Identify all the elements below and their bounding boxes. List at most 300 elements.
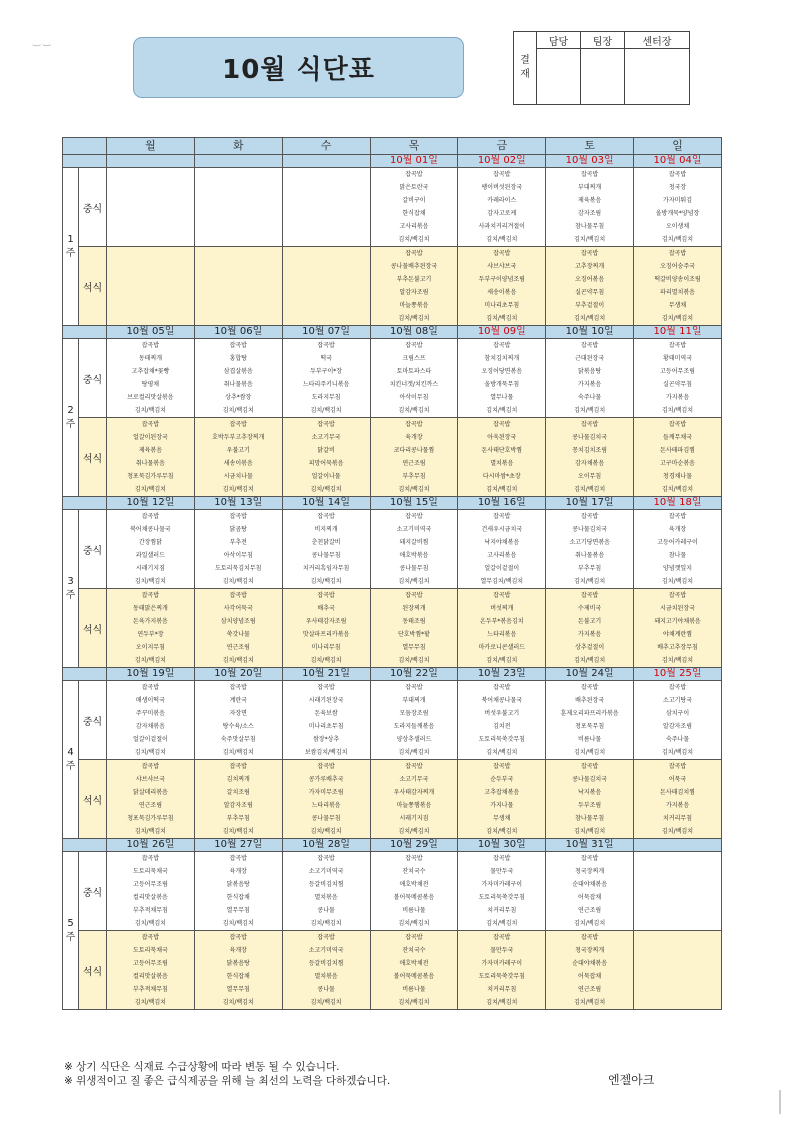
menu-item: 잡곡밥 [405,855,423,862]
menu-item-list [107,681,194,759]
menu-cell-dinner [634,589,722,668]
menu-cell-dinner [282,760,370,839]
menu-item: 김치/백김치 [398,749,430,756]
menu-item-list [371,760,458,838]
approval-header-manager: 담당 [537,32,581,49]
menu-item: 열무나물 [490,394,514,401]
menu-item: 낙지볶음 [578,789,602,796]
menu-item: 잡곡밥 [580,342,599,349]
menu-cell-dinner [634,760,722,839]
menu-item-list [195,339,282,417]
menu-cell-lunch [107,681,195,760]
menu-item: 볼어묵메콤볶음 [393,973,435,980]
menu-item: 김치/백김치 [662,236,694,243]
approval-signature-director[interactable] [625,49,690,105]
menu-item: 황태미역국 [663,355,693,362]
menu-item: 잡곡밥 [405,342,423,349]
menu-cell-dinner [634,418,722,497]
menu-item-list [458,168,545,246]
menu-item-list [107,510,194,588]
menu-item-list [371,589,458,667]
menu-item: 잡곡밥 [668,592,687,599]
day-header: 목 [370,138,458,155]
menu-item: 올방개묵*양념장 [655,210,700,217]
menu-item: 부추적채무침 [133,907,168,914]
menu-item: 김치/백김치 [662,749,694,756]
menu-item: 잡곡밥 [229,684,247,691]
menu-cell-lunch [370,339,458,418]
menu-item-list [371,247,458,325]
menu-cell-dinner [107,247,195,326]
meal-label-lunch: 중식 [79,339,107,418]
menu-item: 연근조림 [138,802,163,809]
menu-item: 잡곡밥 [317,513,335,520]
menu-item: 김치/백김치 [574,236,606,243]
menu-cell-lunch [634,510,722,589]
menu-item: 가지볶음 [578,631,602,638]
approval-box [513,31,690,105]
menu-item: 무생채 [668,302,687,309]
menu-item: 잡곡밥 [405,763,423,770]
menu-item: 잡곡밥 [141,513,160,520]
menu-cell-lunch [282,339,370,418]
menu-item: 애호박채전 [399,881,429,888]
menu-item: 한식잡채 [402,210,426,217]
menu-item: 잡곡밥 [229,855,247,862]
menu-item: 김치/백김치 [222,749,254,756]
menu-item: 김치/백김치 [486,920,518,927]
menu-cell-dinner [194,247,282,326]
menu-item: 김치/백김치 [486,236,518,243]
menu-item: 잡곡밥 [405,513,423,520]
menu-item: 잡곡밥 [317,592,335,599]
menu-item: 김치전 [493,723,511,730]
note-line: ※ 위생적이고 질 좋은 급식제공을 위해 늘 최선의 노력을 다하겠습니다. [64,1075,391,1087]
menu-item: 연근조림 [578,907,602,914]
dinner-row [63,760,722,839]
menu-item: 김치/백김치 [310,407,342,414]
menu-item: 가자미무조림 [308,789,344,796]
menu-item: 버섯찌개 [490,605,514,612]
menu-cell-lunch [546,168,634,247]
menu-item: 파리멸치볶음 [660,289,695,296]
menu-item: 동태조림 [402,618,426,625]
day-header: 토 [546,138,634,155]
menu-item: 배추국 [317,605,335,612]
menu-item: 김치/백김치 [398,315,430,322]
menu-item-list [546,589,633,667]
week-label: 2 주 [63,339,79,497]
menu-item: 김치/백김치 [310,920,342,927]
menu-item: 물만두국 [490,868,514,875]
menu-cell-lunch [370,510,458,589]
menu-cell-lunch [458,339,546,418]
menu-item: 잡곡밥 [141,421,160,428]
scan-mark-line [779,1090,781,1114]
menu-item: 샤브샤브국 [487,263,517,270]
menu-item: 호박두부고추장찌개 [212,434,265,441]
menu-item: 크림스프 [402,355,426,362]
menu-item: 연근조림 [226,644,250,651]
menu-item-list [546,510,633,588]
menu-cell-lunch [458,681,546,760]
menu-item: 마카로니콘샐러드 [478,644,525,651]
menu-item: 육개장 [229,947,247,954]
date-cell: 10월 18일 [634,497,722,510]
date-cell: 10월 12일 [107,497,195,510]
menu-item: 김치/백김치 [222,578,254,585]
date-cell: 10월 24일 [546,668,634,681]
menu-cell-dinner [282,418,370,497]
approval-signature-manager[interactable] [537,49,581,105]
menu-item: 잡곡밥 [493,934,511,941]
menu-item: 컬리맛살볶음 [133,894,168,901]
menu-item: 얼갈이겉절이 [133,736,168,743]
date-cell: 10월 23일 [458,668,546,681]
menu-item: 청포묵무침 [575,723,605,730]
menu-item-list [107,589,194,667]
menu-item: 상추겉절이 [575,644,605,651]
menu-item: 양상추샐러드 [396,736,432,743]
menu-item-list [371,168,458,246]
menu-item: 감자고로케 [487,210,517,217]
menu-item: 도토리묵채국 [133,868,168,875]
menu-cell-dinner [634,931,722,1010]
menu-item: 잡곡밥 [493,684,511,691]
menu-cell-dinner [546,418,634,497]
menu-item: 잡곡밥 [493,342,511,349]
menu-item: 김치/백김치 [574,578,606,585]
menu-item: 잡곡밥 [405,592,423,599]
menu-cell-dinner [458,247,546,326]
menu-item: 잡곡밥 [668,684,687,691]
menu-item: 순두부국 [490,776,514,783]
menu-item: 양념깻잎지 [663,565,693,572]
menu-item-list [195,852,282,930]
menu-item: 배추고추장무침 [657,644,698,651]
menu-item: 오징어숭주국 [660,263,695,270]
menu-item: 애호박채전 [399,960,429,967]
menu-item: 새송이볶음 [487,289,517,296]
meal-label-dinner: 석식 [79,247,107,326]
menu-item: 두부구이양념조림 [478,276,525,283]
menu-item: 잡곡밥 [229,342,247,349]
menu-item: 김치/백김치 [662,578,694,585]
meal-label-dinner: 석식 [79,931,107,1010]
menu-item: 부추전 [229,539,247,546]
menu-item: 비름나물 [402,907,426,914]
approval-signature-teamlead[interactable] [581,49,625,105]
menu-item-list [195,760,282,838]
menu-item: 시금치된장국 [660,605,695,612]
menu-item-list [283,418,370,496]
menu-item: 가자미카레구이 [481,881,523,888]
menu-item: 쌈장*상추 [313,736,340,743]
menu-item-list [195,931,282,1009]
menu-item-list [458,589,545,667]
menu-item: 김치/백김치 [398,999,430,1006]
menu-item: 야채계란찜 [663,631,693,638]
menu-cell-dinner [370,931,458,1010]
menu-item: 김치/백김치 [662,315,694,322]
menu-item-list [283,681,370,759]
date-cell: 10월 07일 [282,326,370,339]
menu-item-list [195,681,282,759]
menu-cell-dinner [546,931,634,1010]
lunch-row [63,510,722,589]
menu-item: 잡곡밥 [493,855,511,862]
day-header: 일 [634,138,722,155]
menu-item: 잡곡밥 [229,421,247,428]
menu-item: 계란국 [229,697,247,704]
menu-item: 잡곡밥 [493,763,511,770]
menu-item: 등갈비김치찜 [308,881,344,888]
menu-item: 새송이볶음 [223,460,253,467]
date-row-corner [63,839,107,852]
menu-item: 숙주나물 [665,736,690,743]
menu-item: 잡곡밥 [493,421,511,428]
menu-item: 김치/백김치 [574,486,606,493]
menu-item: 근대된장국 [575,355,605,362]
menu-item: 닭갈비 [317,447,335,454]
menu-item: 청국장찌개 [575,868,605,875]
menu-item: 김치/백김치 [662,486,694,493]
menu-item: 쑥갓나물 [226,631,250,638]
menu-item: 오징어볶음 [575,276,605,283]
menu-item: 잡곡밥 [229,513,247,520]
menu-item-list [634,418,721,496]
day-header: 금 [458,138,546,155]
menu-item: 김치/백김치 [222,486,254,493]
menu-item-list [634,339,721,417]
menu-cell-dinner [107,931,195,1010]
menu-item: 잡곡밥 [229,592,247,599]
menu-item: 돈육보쌈 [314,710,338,717]
menu-item: 소고기무국 [399,776,429,783]
day-header: 화 [194,138,282,155]
menu-cell-lunch [194,339,282,418]
menu-item-list [546,247,633,325]
menu-item: 김치/백김치 [310,828,342,835]
menu-item: 잡곡밥 [229,763,247,770]
menu-cell-dinner [282,931,370,1010]
menu-item: 잡곡밥 [493,592,511,599]
menu-item: 잡곡밥 [580,421,599,428]
menu-item: 아욱된장국 [487,434,517,441]
menu-item: 볼어묵메콤볶음 [393,894,435,901]
date-row-corner [63,155,107,168]
menu-item: 샤브샤브국 [135,776,165,783]
menu-item: 잡곡밥 [141,934,160,941]
menu-item: 오이지무침 [135,644,165,651]
menu-item: 비름나물 [402,986,426,993]
menu-item: 시래기지짐 [135,565,165,572]
menu-item-list [283,852,370,930]
menu-item: 도토리묵채국 [133,947,168,954]
menu-item: 잡곡밥 [141,342,160,349]
menu-item: 고사리볶음 [487,552,517,559]
meal-label-lunch: 중식 [79,681,107,760]
menu-cell-lunch [370,168,458,247]
menu-item: 잡곡밥 [580,855,599,862]
menu-item: 브로컬리맛살볶음 [127,394,174,401]
week-label: 3 주 [63,510,79,668]
menu-cell-dinner [107,589,195,668]
date-cell: 10월 04일 [634,155,722,168]
menu-item: 잡곡밥 [580,763,599,770]
menu-cell-lunch [546,681,634,760]
menu-item-list [283,931,370,1009]
menu-item: 잡곡밥 [405,934,423,941]
menu-item: 김치/백김치 [222,828,254,835]
corner-cell [63,138,107,155]
menu-item: 잡곡밥 [317,684,335,691]
menu-item: 김치/백김치 [134,578,166,585]
menu-item-list [283,760,370,838]
menu-cell-dinner [458,418,546,497]
meal-label-dinner: 석식 [79,589,107,668]
menu-item: 들깨무채국 [663,434,693,441]
menu-item: 알감자조림 [223,802,253,809]
menu-item: 갈비구이 [402,197,426,204]
menu-cell-lunch [546,510,634,589]
menu-item: 소고기미역국 [396,526,432,533]
menu-item: 참치김치찌개 [484,355,520,362]
date-cell: 10월 08일 [370,326,458,339]
menu-item: 소고기미역국 [308,947,344,954]
menu-item: 매생이떡국 [135,697,165,704]
menu-item: 마늘쫑햄볶음 [396,802,432,809]
menu-item: 부대찌개 [578,184,602,191]
menu-item-list [634,589,721,667]
menu-item: 연근조림 [402,460,426,467]
day-header: 월 [107,138,195,155]
menu-item: 잡곡밥 [580,250,599,257]
menu-cell-lunch [634,339,722,418]
menu-item-list [634,168,721,246]
meal-label-lunch: 중식 [79,510,107,589]
date-cell: 10월 28일 [282,839,370,852]
menu-item-list [546,339,633,417]
menu-cell-dinner [282,247,370,326]
menu-item: 잡곡밥 [580,684,599,691]
menu-item: 콩나물김치국 [572,776,608,783]
lunch-row [63,168,722,247]
menu-item: 김치/백김치 [574,315,606,322]
date-cell: 10월 30일 [458,839,546,852]
menu-item: 알감자조림 [663,723,693,730]
menu-item: 연두부*장 [137,631,164,638]
date-cell: 10월 15일 [370,497,458,510]
menu-item: 애호박볶음 [399,552,429,559]
menu-item: 김치/백김치 [398,407,430,414]
menu-item: 가지나물 [490,802,514,809]
menu-item: 콩가루배추국 [308,776,344,783]
menu-cell-lunch [634,168,722,247]
menu-item: 잡곡밥 [317,763,335,770]
menu-item: 닭볶음탕 [226,881,250,888]
menu-item-list [371,681,458,759]
menu-item: 열무무침 [402,644,426,651]
menu-cell-lunch [282,168,370,247]
menu-item: 잡곡밥 [493,513,511,520]
menu-item: 어묵국 [668,776,687,783]
menu-item-list [458,852,545,930]
menu-item: 얼갈이겉절이 [484,565,520,572]
menu-item: 무생채 [493,815,511,822]
date-cell [107,155,195,168]
menu-item: 탕평채 [141,381,160,388]
menu-cell-lunch [194,168,282,247]
menu-item-list [546,852,633,930]
menu-item: 돼지갈비찜 [399,539,429,546]
menu-item: 오이생채 [665,223,690,230]
menu-item: 고등어무조림 [660,368,695,375]
menu-item: 김치/백김치 [574,828,606,835]
menu-item-list [458,760,545,838]
menu-item: 치킨너겟/치킨까스 [389,381,439,388]
menu-item: 시래기된장국 [308,697,344,704]
menu-item: 피망어묵볶음 [308,460,344,467]
date-cell [634,839,722,852]
menu-cell-dinner [370,418,458,497]
menu-item: 잡곡밥 [141,855,160,862]
menu-table [62,137,722,1010]
menu-cell-lunch [546,339,634,418]
menu-item: 낙지야채볶음 [484,539,520,546]
menu-item: 고등어무조림 [133,960,168,967]
menu-item: 열무김치/백김치 [480,578,524,585]
menu-item: 가자미카레구이 [481,960,523,967]
menu-item-list [195,510,282,588]
menu-item: 김치/백김치 [662,407,694,414]
menu-item: 김치/백김치 [134,749,166,756]
menu-item: 잡곡밥 [317,342,335,349]
dinner-row [63,589,722,668]
menu-item: 김치/백김치 [398,657,430,664]
menu-item: 김치/백김치 [310,999,342,1006]
menu-item: 소고기미역국 [308,868,344,875]
menu-item: 실곤약무침 [575,289,605,296]
menu-item: 사각어묵국 [223,605,253,612]
menu-item: 마늘쫑볶음 [399,302,429,309]
menu-item-list [283,510,370,588]
menu-item: 열무무침 [226,907,250,914]
menu-item: 실곤약무침 [663,381,693,388]
menu-item-list [107,852,194,930]
menu-item: 다시마쌈*초장 [482,473,521,480]
meal-label-dinner: 석식 [79,418,107,497]
menu-item: 김치/백김치 [398,236,430,243]
menu-item: 돼지고기야채볶음 [654,618,701,625]
menu-item: 가자미튀김 [663,197,693,204]
menu-item-list [283,339,370,417]
menu-item: 두부조림 [578,802,602,809]
menu-item-list [546,168,633,246]
menu-item: 부추무침 [578,565,602,572]
menu-item: 김치/백김치 [134,920,166,927]
menu-item: 감자채볶음 [135,723,165,730]
date-row [63,326,722,339]
menu-item: 가지볶음 [665,394,690,401]
menu-item: 연근조림 [578,986,602,993]
menu-item: 멸치볶음 [490,460,514,467]
menu-item: 닭볶음탕 [226,960,250,967]
menu-item: 버섯우불고기 [484,710,520,717]
menu-item-list [283,589,370,667]
menu-item: 모듬장조림 [399,710,429,717]
lunch-row [63,681,722,760]
